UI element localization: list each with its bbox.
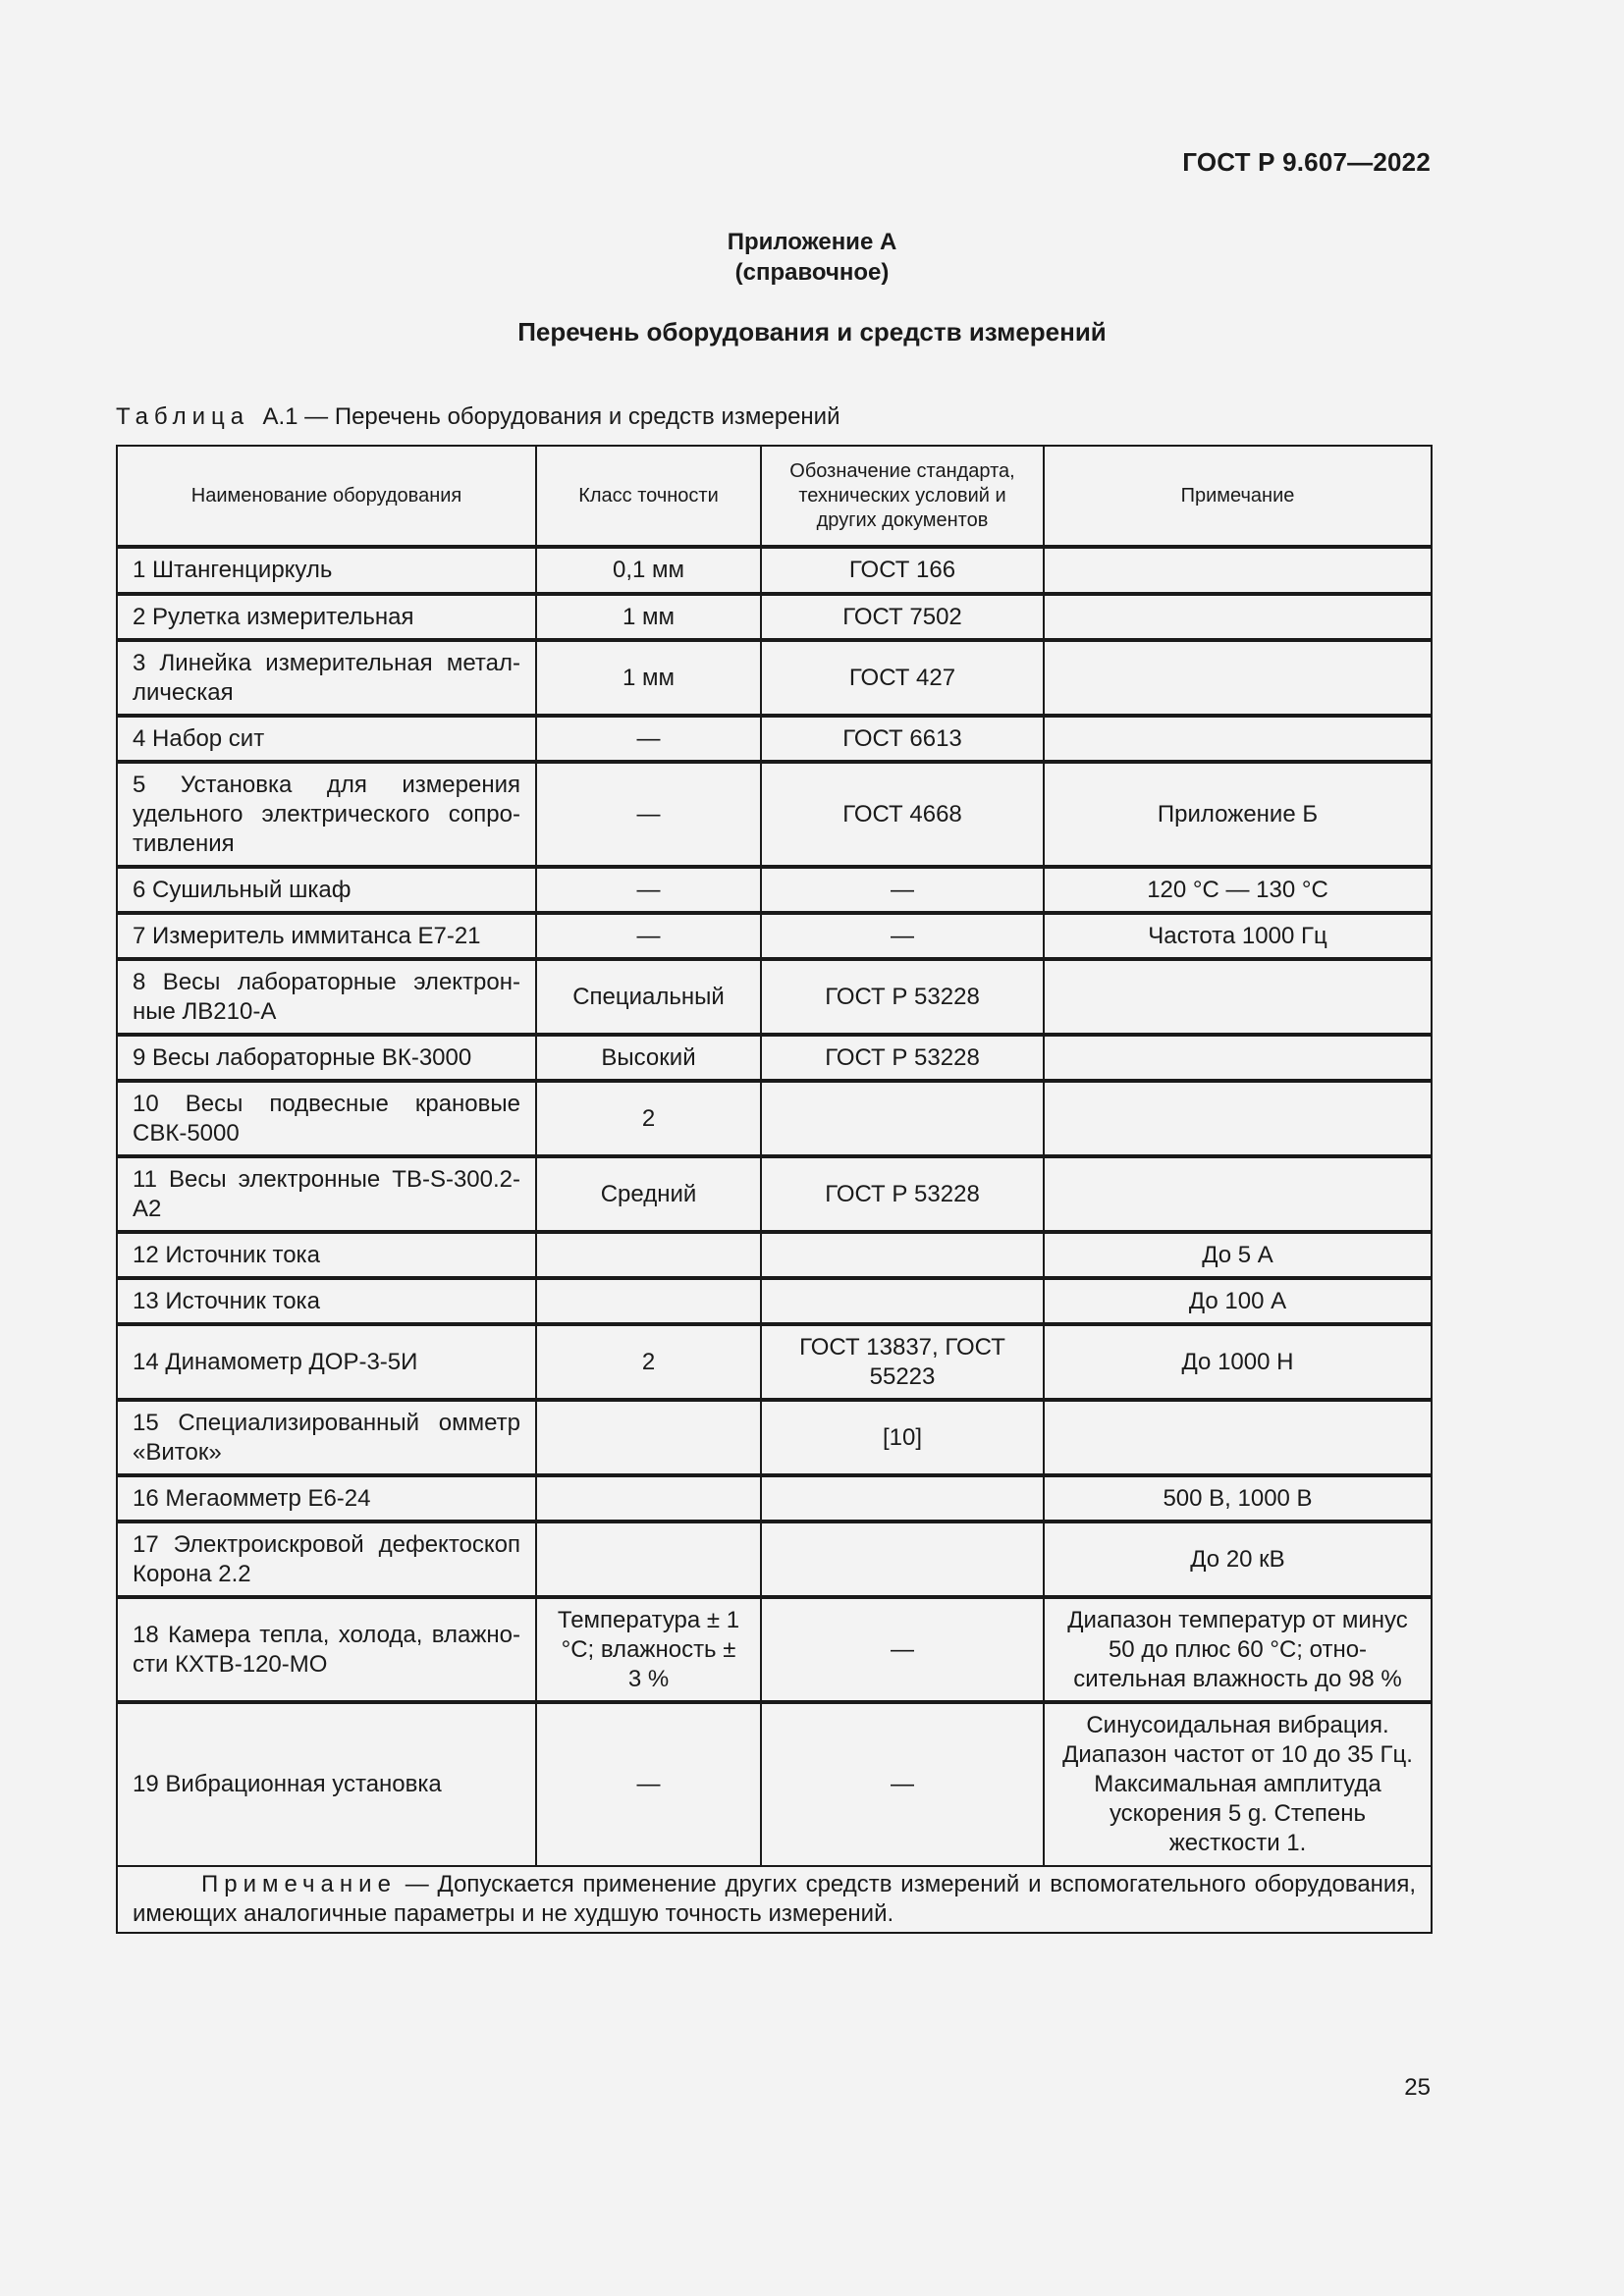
equipment-name-cell: 1 Штангенциркуль: [117, 547, 536, 594]
standard-cell: ГОСТ 13837, ГОСТ 55223: [761, 1324, 1044, 1400]
footnote-label: Примечание: [201, 1871, 397, 1897]
appendix-title: [0, 227, 1624, 288]
table-row: [117, 594, 1432, 640]
standard-cell: —: [761, 867, 1044, 913]
equipment-name-cell: 11 Весы электронные ТВ-S-300.2-А2: [117, 1156, 536, 1232]
table-row: [117, 716, 1432, 762]
table-row: [117, 1035, 1432, 1081]
equipment-name-cell: 9 Весы лабораторные ВК-3000: [117, 1035, 536, 1081]
accuracy-class-cell: 0,1 мм: [536, 547, 761, 594]
table-body: [117, 547, 1432, 1866]
note-cell: [1044, 959, 1432, 1035]
note-cell: [1044, 716, 1432, 762]
accuracy-class-cell: 2: [536, 1081, 761, 1156]
column-header-standard: Обозначение стандарта, технических условий и других документов: [761, 446, 1044, 547]
equipment-name-cell: 2 Рулетка измерительная: [117, 594, 536, 640]
accuracy-class-cell: [536, 1400, 761, 1475]
column-header-accuracy: Класс точности: [536, 446, 761, 547]
note-cell: [1044, 1400, 1432, 1475]
equipment-name-cell: 10 Весы подвесные крановые СВК-5000: [117, 1081, 536, 1156]
table-row: [117, 913, 1432, 959]
accuracy-class-cell: —: [536, 913, 761, 959]
standard-cell: [761, 1081, 1044, 1156]
equipment-name-cell: 12 Источник тока: [117, 1232, 536, 1278]
standard-cell: ГОСТ Р 53228: [761, 1035, 1044, 1081]
accuracy-class-cell: Высокий: [536, 1035, 761, 1081]
appendix-type: (справочное): [734, 259, 890, 286]
equipment-name-cell: 16 Мегаомметр Е6-24: [117, 1475, 536, 1522]
equipment-name-cell: 7 Измеритель иммитанса Е7-21: [117, 913, 536, 959]
equipment-name-cell: 17 Электроискровой дефектоскоп Корона 2.2: [117, 1522, 536, 1597]
standard-cell: ГОСТ 6613: [761, 716, 1044, 762]
table-footnote-row: [117, 1866, 1432, 1933]
standard-cell: [761, 1232, 1044, 1278]
table-row: [117, 1156, 1432, 1232]
accuracy-class-cell: —: [536, 1702, 761, 1866]
column-header-note: Примечание: [1044, 446, 1432, 547]
table-row: [117, 640, 1432, 716]
equipment-name-cell: 3 Линейка измерительная металлическая: [117, 640, 536, 716]
document-code: ГОСТ Р 9.607—2022: [1182, 147, 1431, 177]
table-row: [117, 1475, 1432, 1522]
note-cell: До 100 А: [1044, 1278, 1432, 1324]
standard-cell: ГОСТ 427: [761, 640, 1044, 716]
note-cell: [1044, 1081, 1432, 1156]
accuracy-class-cell: —: [536, 867, 761, 913]
standard-cell: [761, 1522, 1044, 1597]
table-row: [117, 959, 1432, 1035]
accuracy-class-cell: 1 мм: [536, 640, 761, 716]
equipment-name-cell: 14 Динамометр ДОР-3-5И: [117, 1324, 536, 1400]
table-row: [117, 1278, 1432, 1324]
equipment-name-cell: 18 Камера тепла, холода, влажности КХТВ-120-МО: [117, 1597, 536, 1702]
table-row: [117, 1597, 1432, 1702]
equipment-name-cell: 19 Вибрационная установка: [117, 1702, 536, 1866]
note-cell: До 5 А: [1044, 1232, 1432, 1278]
accuracy-class-cell: —: [536, 762, 761, 867]
note-cell: [1044, 547, 1432, 594]
equipment-name-cell: 5 Установка для измерения удельного электрического сопротивления: [117, 762, 536, 867]
column-header-name: Наименование оборудования: [117, 446, 536, 547]
accuracy-class-cell: [536, 1232, 761, 1278]
section-heading: Перечень оборудования и средств измерений: [517, 317, 1107, 347]
standard-cell: —: [761, 1702, 1044, 1866]
note-cell: 120 °С — 130 °С: [1044, 867, 1432, 913]
accuracy-class-cell: Специальный: [536, 959, 761, 1035]
table-footnote: [117, 1866, 1432, 1933]
table-row: [117, 1522, 1432, 1597]
table-row: [117, 1702, 1432, 1866]
accuracy-class-cell: 1 мм: [536, 594, 761, 640]
table-row: [117, 867, 1432, 913]
accuracy-class-cell: —: [536, 716, 761, 762]
equipment-name-cell: 13 Источник тока: [117, 1278, 536, 1324]
note-cell: Приложение Б: [1044, 762, 1432, 867]
standard-cell: [761, 1475, 1044, 1522]
accuracy-class-cell: Температура ± 1 °С; влажность ± 3 %: [536, 1597, 761, 1702]
standard-cell: —: [761, 1597, 1044, 1702]
table-row: [117, 547, 1432, 594]
note-cell: 500 В, 1000 В: [1044, 1475, 1432, 1522]
table-row: [117, 1081, 1432, 1156]
footnote-text: — Допускается применение других средств измерений и вспомогательного оборудования, имеющих аналогичные параметры и не худшую точность измерений.: [133, 1871, 1416, 1927]
standard-cell: [761, 1278, 1044, 1324]
note-cell: Частота 1000 Гц: [1044, 913, 1432, 959]
table-row: [117, 1324, 1432, 1400]
equipment-table: [116, 445, 1433, 1934]
standard-cell: ГОСТ Р 53228: [761, 1156, 1044, 1232]
table-caption-text: А.1 — Перечень оборудования и средств измерений: [262, 403, 840, 430]
note-cell: [1044, 640, 1432, 716]
equipment-name-cell: 15 Специализированный омметр «Виток»: [117, 1400, 536, 1475]
note-cell: [1044, 594, 1432, 640]
accuracy-class-cell: 2: [536, 1324, 761, 1400]
table-caption-label: Таблица: [116, 403, 250, 430]
accuracy-class-cell: [536, 1278, 761, 1324]
standard-cell: —: [761, 913, 1044, 959]
accuracy-class-cell: [536, 1475, 761, 1522]
standard-cell: ГОСТ 166: [761, 547, 1044, 594]
note-cell: Диапазон температур от минус 50 до плюс 60 °С; относительная влажность до 98 %: [1044, 1597, 1432, 1702]
accuracy-class-cell: [536, 1522, 761, 1597]
page-number: 25: [1404, 2074, 1431, 2101]
note-cell: Синусоидальная вибрация. Диапазон частот от 10 до 35 Гц. Максимальная амплитуда ускорения 5 g. Степень жесткости 1.: [1044, 1702, 1432, 1866]
note-cell: До 1000 Н: [1044, 1324, 1432, 1400]
note-cell: До 20 кВ: [1044, 1522, 1432, 1597]
appendix-label: Приложение А: [727, 229, 897, 255]
equipment-name-cell: 6 Сушильный шкаф: [117, 867, 536, 913]
note-cell: [1044, 1156, 1432, 1232]
table-caption: [116, 403, 840, 431]
standard-cell: [10]: [761, 1400, 1044, 1475]
table-row: [117, 1400, 1432, 1475]
note-cell: [1044, 1035, 1432, 1081]
standard-cell: ГОСТ 4668: [761, 762, 1044, 867]
table-row: [117, 762, 1432, 867]
equipment-table-container: [116, 445, 1431, 1934]
accuracy-class-cell: Средний: [536, 1156, 761, 1232]
table-row: [117, 1232, 1432, 1278]
standard-cell: ГОСТ Р 53228: [761, 959, 1044, 1035]
equipment-name-cell: 4 Набор сит: [117, 716, 536, 762]
standard-cell: ГОСТ 7502: [761, 594, 1044, 640]
equipment-name-cell: 8 Весы лабораторные электронные ЛВ210-А: [117, 959, 536, 1035]
table-header-row: [117, 446, 1432, 547]
